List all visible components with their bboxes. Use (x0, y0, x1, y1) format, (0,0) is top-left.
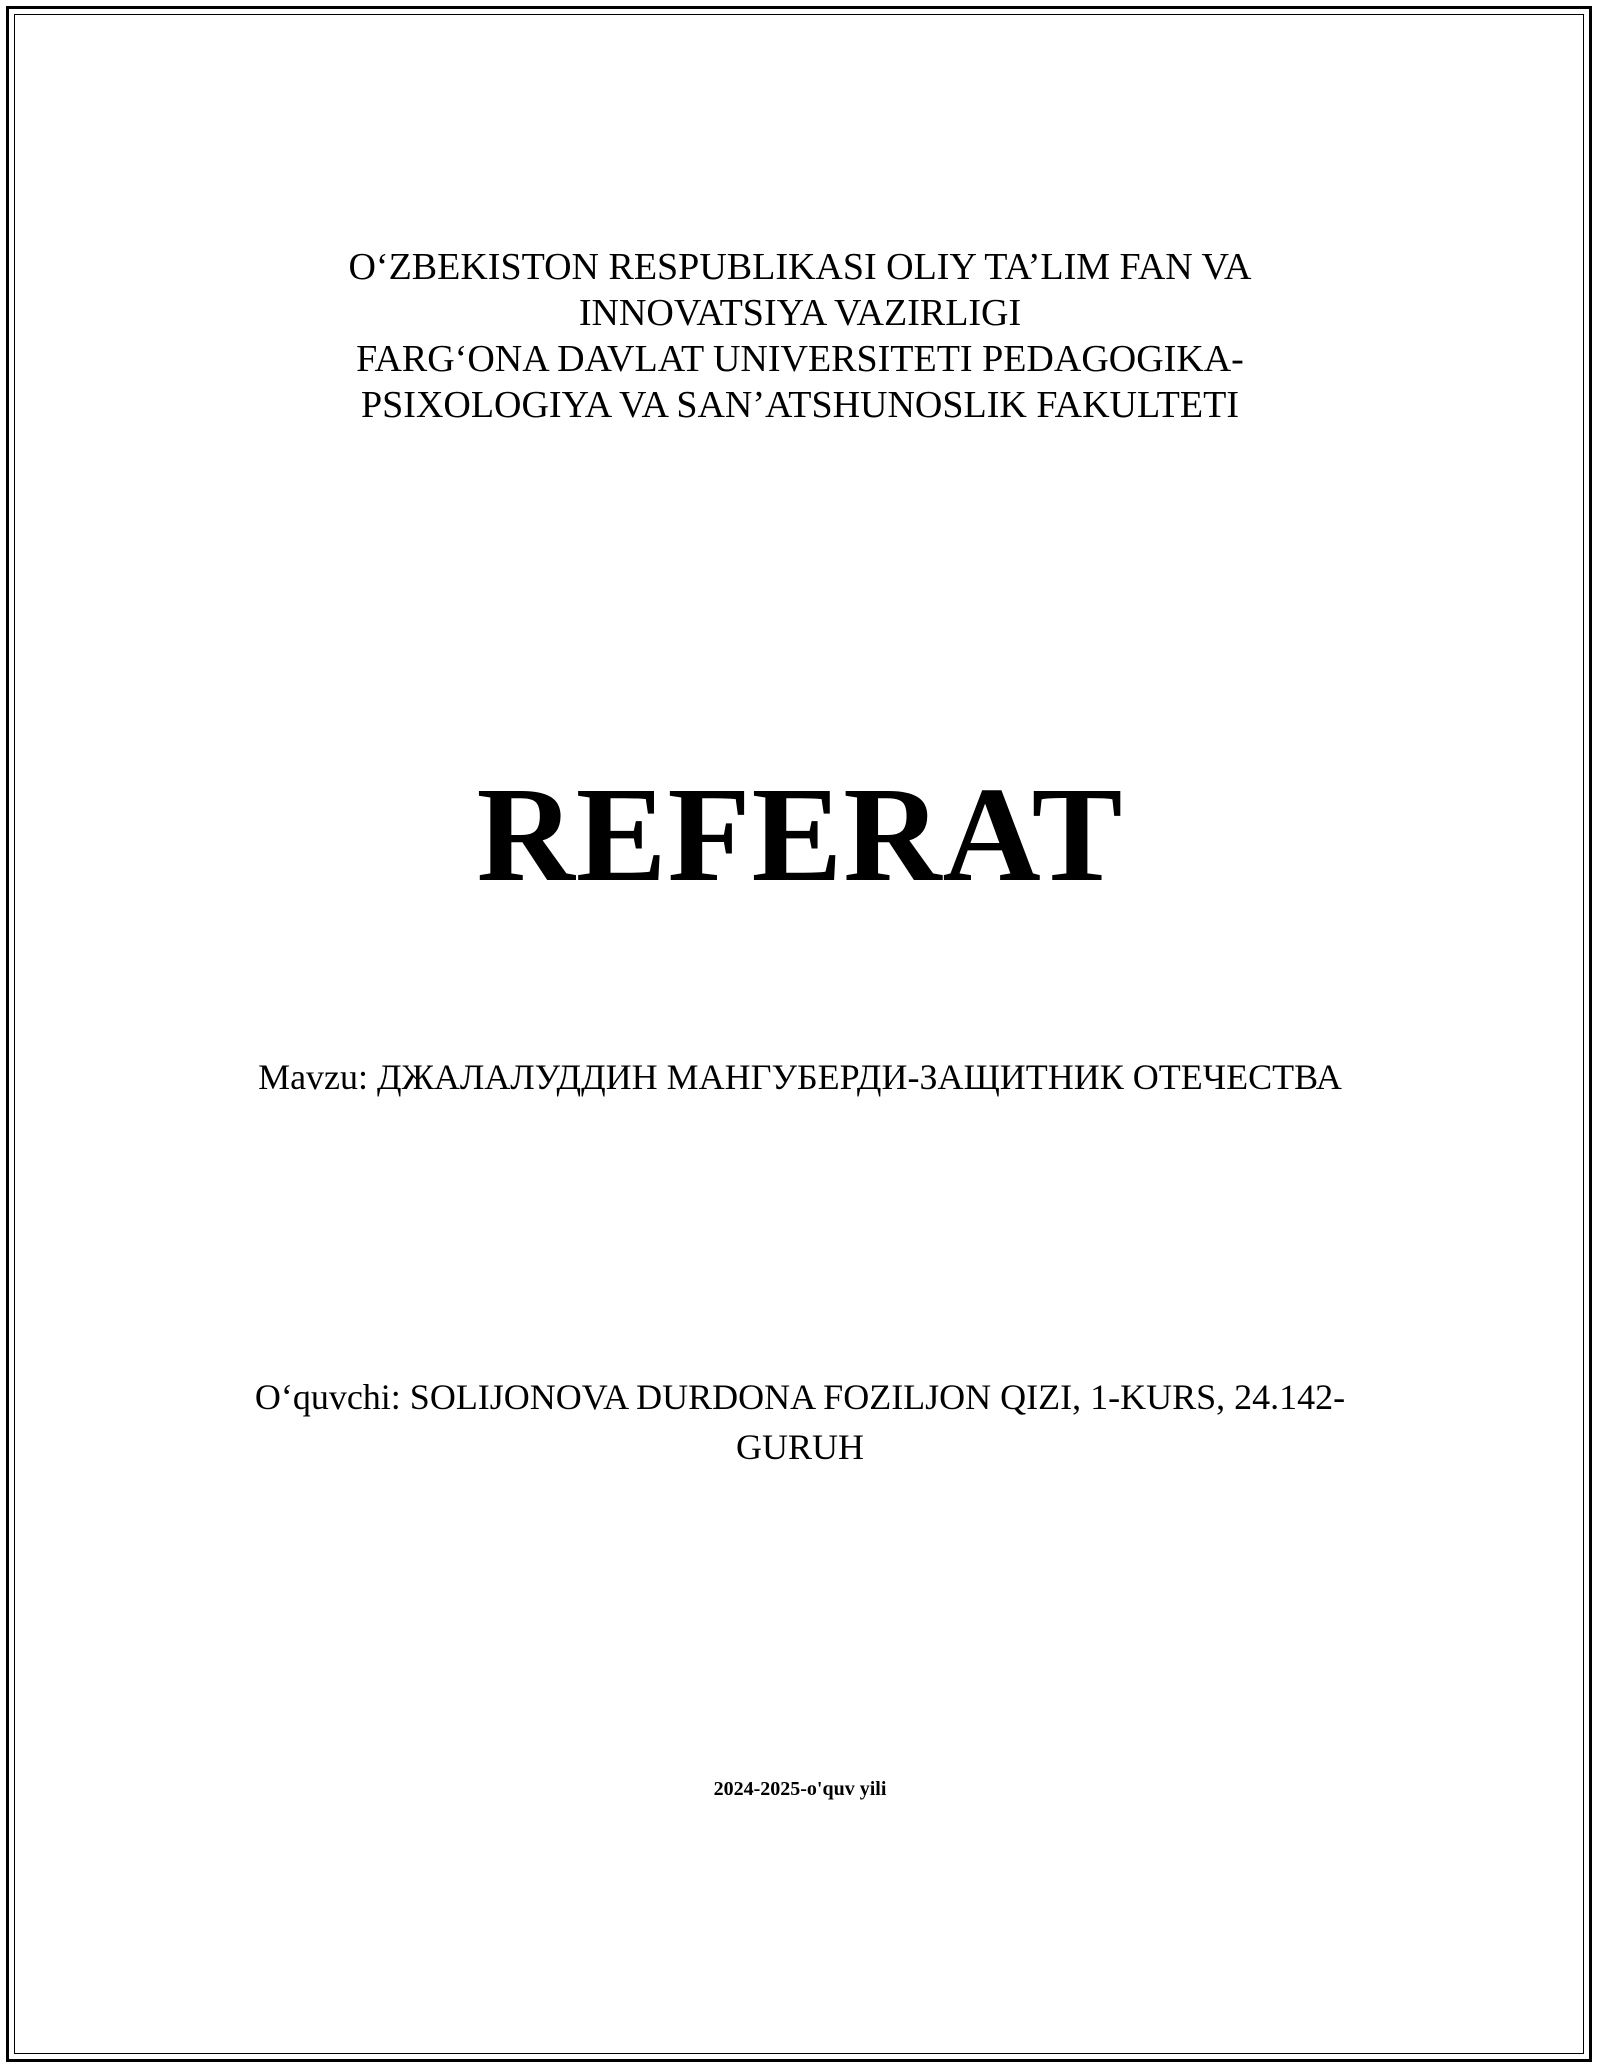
topic-line: Mavzu: ДЖАЛАЛУДДИН МАНГУБЕРДИ-ЗАЩИТНИК ОТЕЧЕСТВА (258, 1057, 1342, 1097)
student-info (0, 1372, 1600, 1472)
header-line-4: PSIXOLOGIYA VA SAN’ATSHUNOSLIK FAKULTETI (361, 384, 1239, 426)
header-line-2: INNOVATSIYA VAZIRLIGI (578, 292, 1022, 334)
document-title: REFERAT (476, 760, 1124, 910)
student-line-1: O‘quvchi: SOLIJONOVA DURDONA FOZILJON QIZI, 1-KURS, 24.142- (254, 1377, 1346, 1417)
header-line-3: FARG‘ONA DAVLAT UNIVERSITETI PEDAGOGIKA- (356, 338, 1244, 380)
institution-header (0, 244, 1600, 428)
header-line-1: O‘ZBEKISTON RESPUBLIKASI OLIY TA’LIM FAN VA (348, 246, 1252, 288)
academic-year: 2024-2025-o'quv yili (713, 1778, 887, 1800)
student-line-2: GURUH (735, 1427, 864, 1467)
